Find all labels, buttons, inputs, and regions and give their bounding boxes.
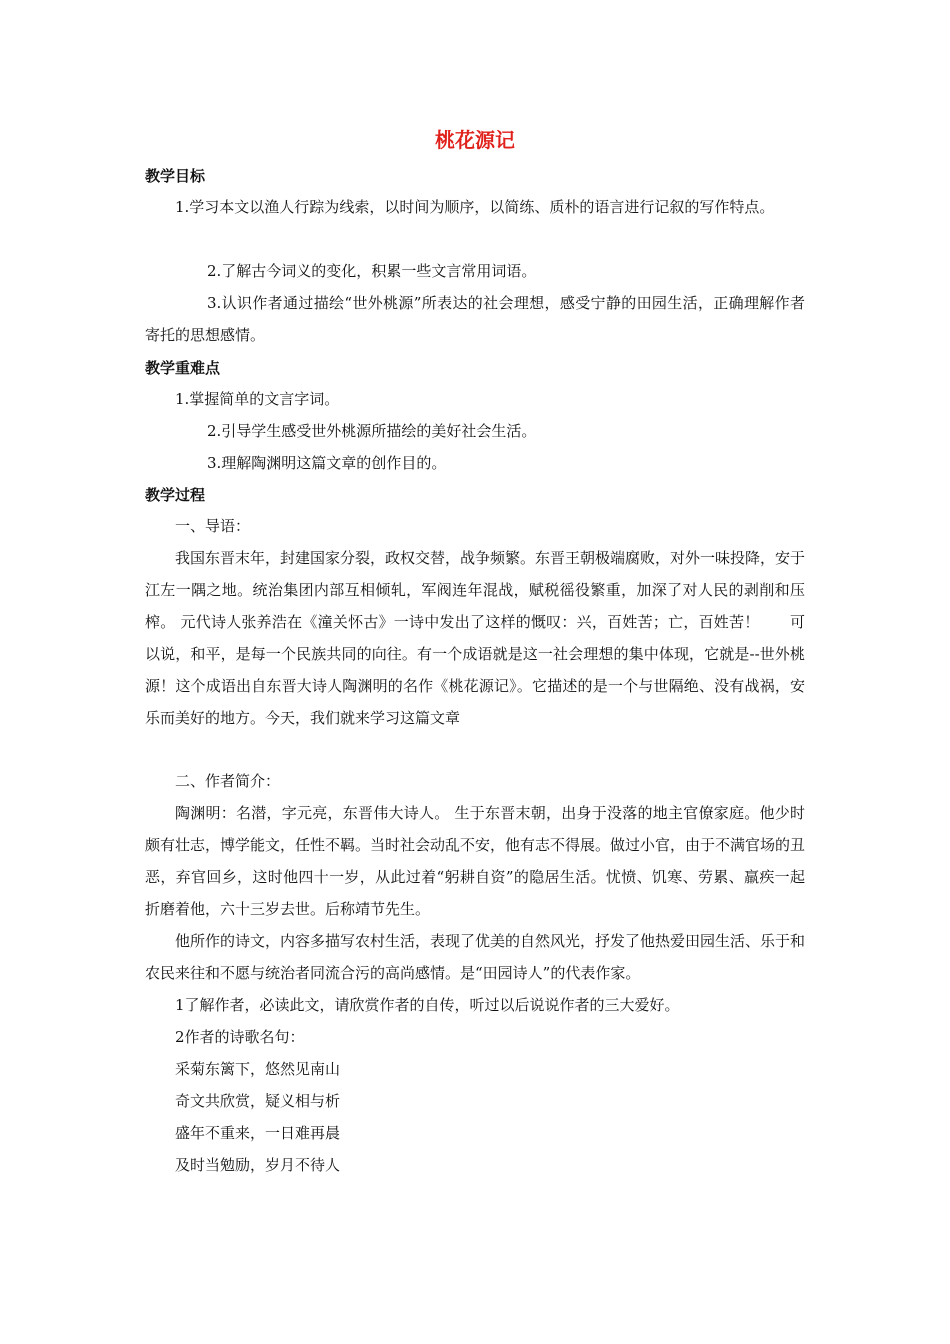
- author-paragraph-2: 他所作的诗文，内容多描写农村生活，表现了优美的自然风光，抒发了他热爱田园生活、乐于和农民来往和不愿与统治者同流合污的高尚感情。是“田园诗人”的代表作家。: [145, 932, 806, 982]
- intro-label: 一、导语：: [175, 517, 251, 535]
- goal-item-2: 2.了解古今词义的变化，积累一些文言常用词语。: [207, 262, 537, 280]
- document-title: 桃花源记: [435, 128, 515, 152]
- author-paragraph-1: 陶渊明：名潜，字元亮，东晋伟大诗人。 生于东晋末朝，出身于没落的地主官僚家庭。他少时颇有壮志，博学能文，任性不羁。当时社会动乱不安，他有志不得展。做过小官，由于不满官场的丑恶，弃官回乡，这时他四十一岁，从此过着“躬耕自资”的隐居生活。忧愤、饥寒、劳累、羸疾一起折磨着他，六十三岁去世。后称靖节先生。: [145, 804, 806, 918]
- key-item-2: 2.引导学生感受世外桃源所描绘的美好社会生活。: [207, 422, 537, 440]
- key-item-1: 1.掌握简单的文言字词。: [175, 390, 340, 408]
- goal-item-3: 3.认识作者通过描绘“世外桃源”所表达的社会理想，感受宁静的田园生活，正确理解作者寄托的思想感情。: [145, 294, 805, 344]
- poem-line: 及时当勉励，岁月不待人: [175, 1156, 341, 1174]
- heading-teaching-process: 教学过程: [145, 486, 206, 504]
- heading-key-points: 教学重难点: [145, 359, 221, 377]
- poem-line: 盛年不重来，一日难再晨: [175, 1124, 341, 1142]
- poem-line: 采菊东篱下，悠然见南山: [175, 1060, 341, 1078]
- key-item-3: 3.理解陶渊明这篇文章的创作目的。: [207, 454, 447, 472]
- intro-paragraph: 我国东晋末年，封建国家分裂，政权交替，战争频繁。东晋王朝极端腐败，对外一味投降，安于江左一隅之地。统治集团内部互相倾轧，军阀连年混战，赋税徭役繁重，加深了对人民的剥削和压榨。 元代诗人张养浩在《潼关怀古》一诗中发出了这样的慨叹：兴，百姓苦；亡，百姓苦！ 可以说，和平，是每一个民族共同的向往。有一个成语就是这一社会理想的集中体现，它就是--世外桃源！这个成语出自东晋大诗人陶渊明的名作《桃花源记》。它描述的是一个与世隔绝、没有战祸，安乐而美好的地方。今天，我们就来学习这篇文章: [145, 549, 806, 727]
- task-1: 1了解作者，必读此文，请欣赏作者的自传，听过以后说说作者的三大爱好。: [175, 996, 680, 1014]
- heading-teaching-goals: 教学目标: [145, 167, 206, 185]
- poem-line: 奇文共欣赏，疑义相与析: [175, 1092, 341, 1110]
- goal-item-1: 1.学习本文以渔人行踪为线索，以时间为顺序，以简练、质朴的语言进行记叙的写作特点。: [175, 198, 775, 216]
- task-2: 2作者的诗歌名句：: [175, 1028, 305, 1046]
- author-label: 二、作者简介：: [175, 772, 281, 790]
